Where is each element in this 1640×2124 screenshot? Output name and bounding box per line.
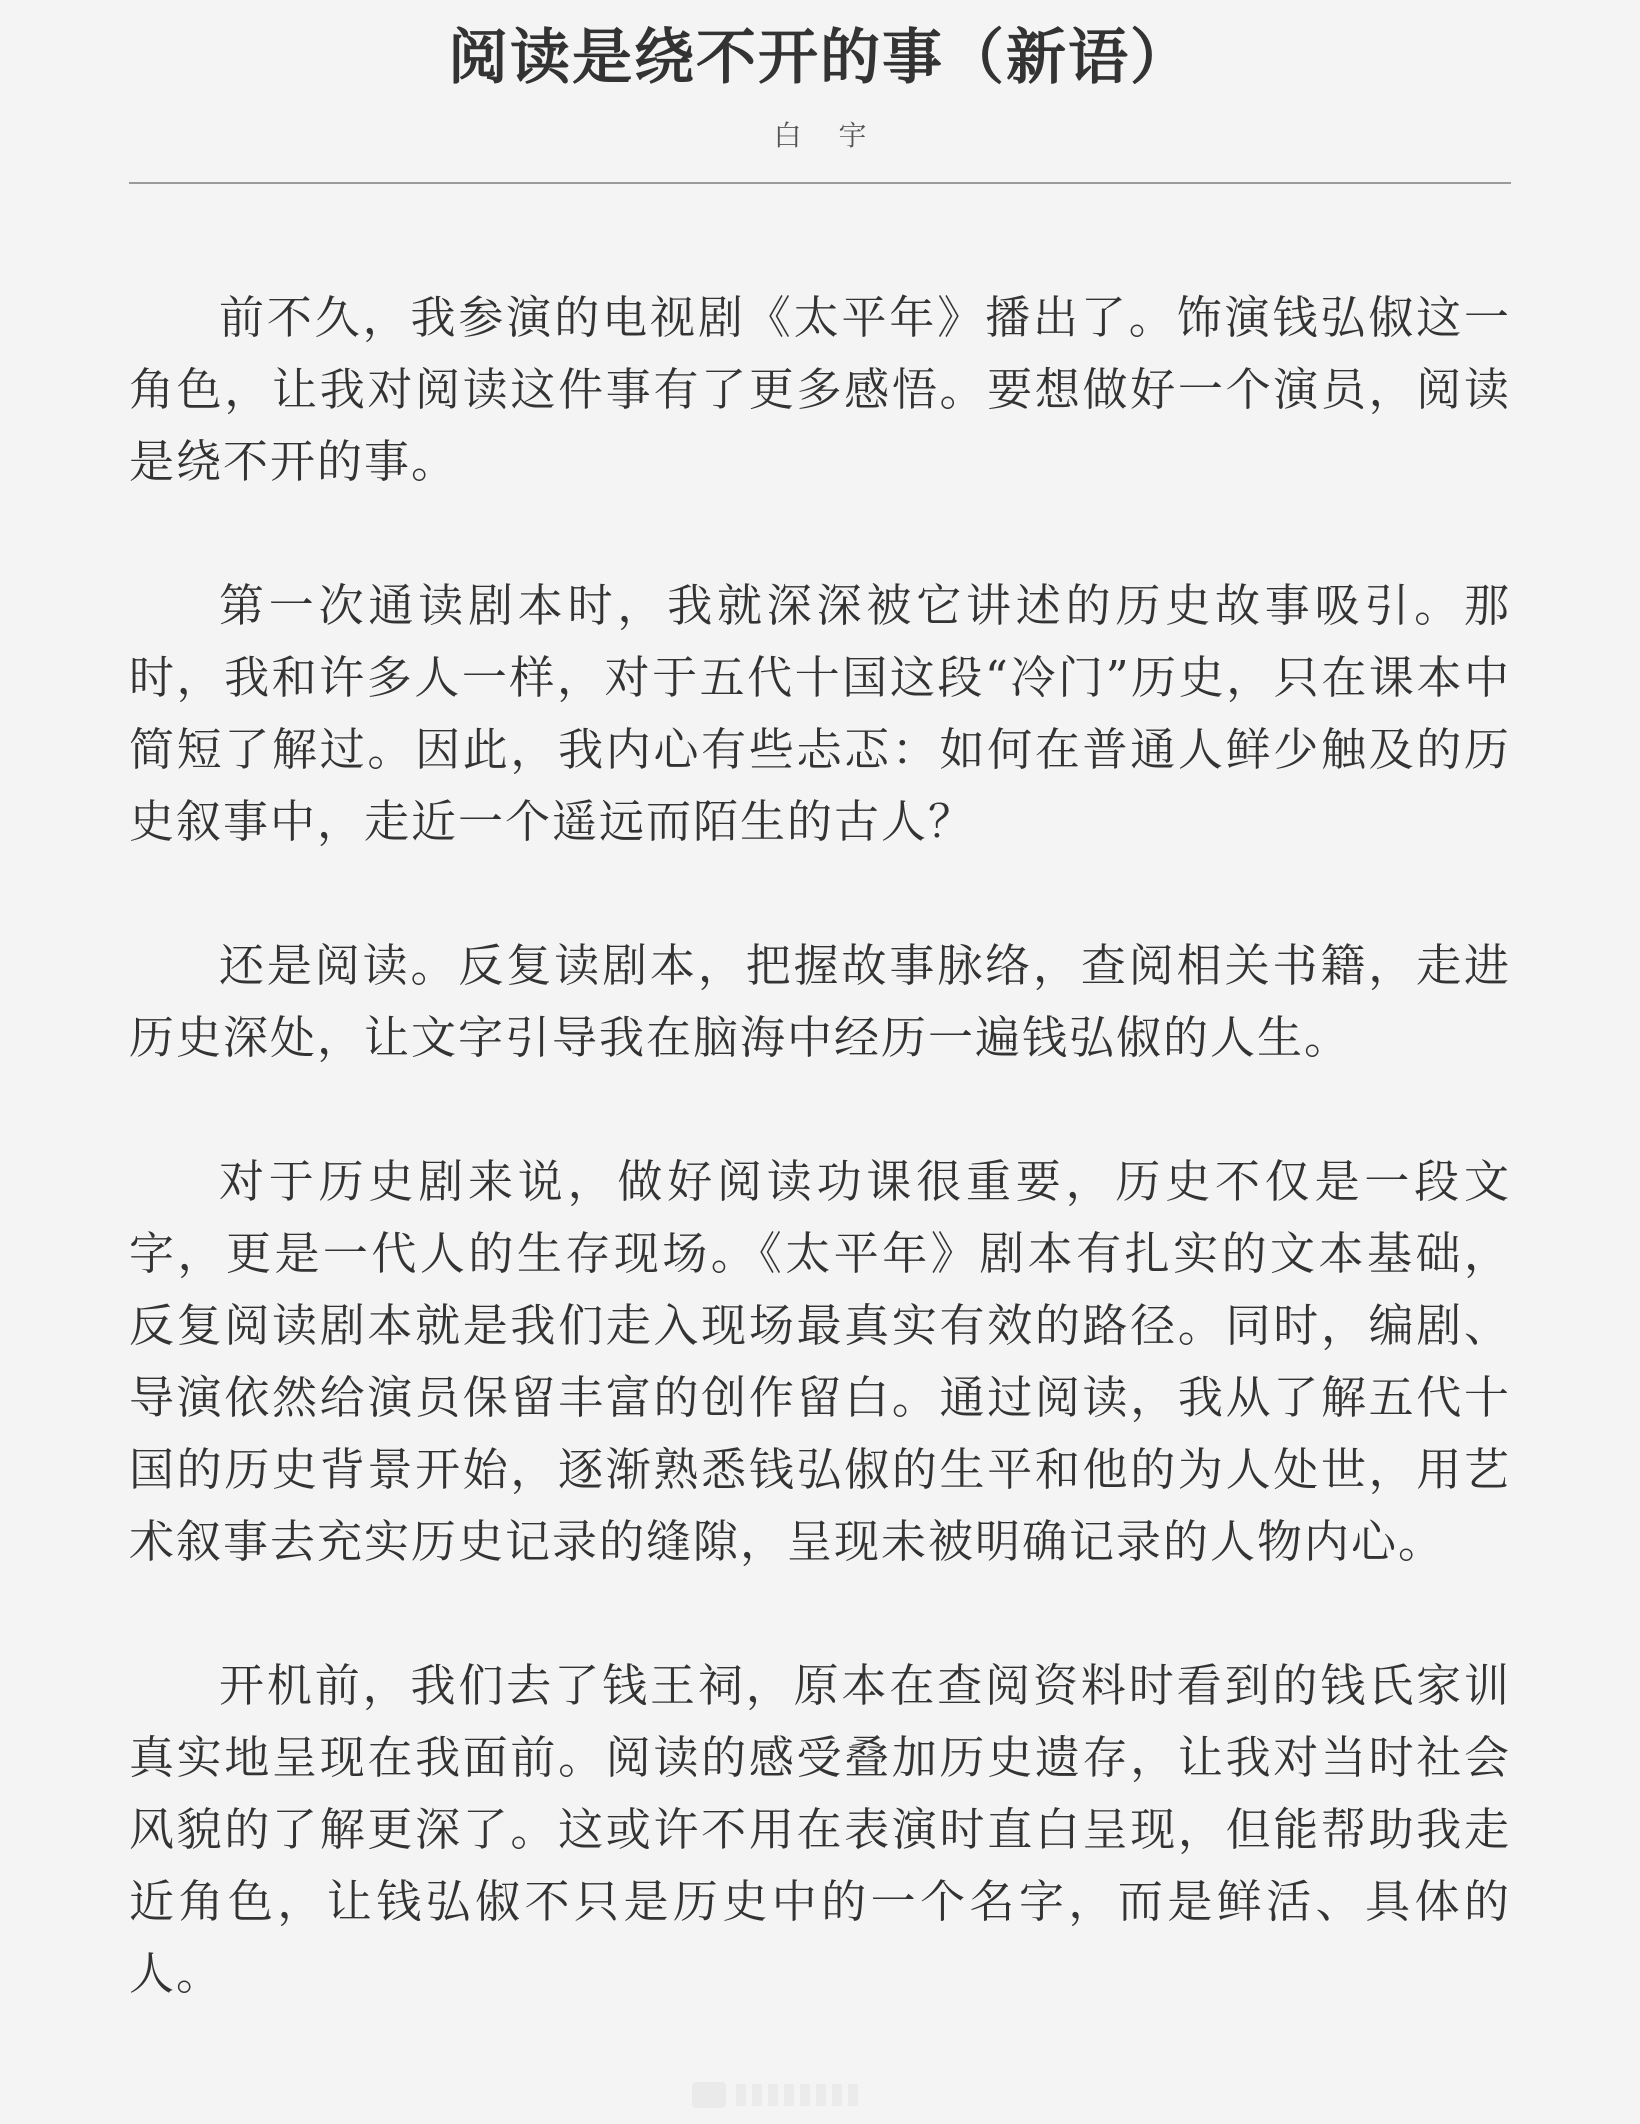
- paragraph-4: 对于历史剧来说，做好阅读功课很重要，历史不仅是一段文字，更是一代人的生存现场。《太平年》剧本有扎实的文本基础，反复阅读剧本就是我们走入现场最真实有效的路径。同时，编剧、导演依然给演员保留丰富的创作留白。通过阅读，我从了解五代十国的历史背景开始，逐渐熟悉钱弘俶的生平和他的为人处世，用艺术叙事去充实历史记录的缝隙，呈现未被明确记录的人物内心。: [129, 1155, 1511, 1568]
- paragraph-5: 开机前，我们去了钱王祠，原本在查阅资料时看到的钱氏家训真实地呈现在我面前。阅读的感受叠加历史遗存，让我对当时社会风貌的了解更深了。这或许不用在表演时直白呈现，但能帮助我走近角色，让钱弘俶不只是历史中的一个名字，而是鲜活、具体的人。: [129, 1659, 1511, 2000]
- article-author: 白 宇: [773, 119, 881, 152]
- paragraph-1: 前不久，我参演的电视剧《太平年》播出了。饰演钱弘俶这一角色，让我对阅读这件事有了更多感悟。要想做好一个演员，阅读是绕不开的事。: [129, 291, 1511, 488]
- title-divider: [129, 182, 1511, 184]
- article: [129, 0, 1511, 2082]
- article-title: 阅读是绕不开的事（新语）: [448, 23, 1192, 93]
- paragraph-3: 还是阅读。反复读剧本，把握故事脉络，查阅相关书籍，走进历史深处，让文字引导我在脑海中经历一遍钱弘俶的人生。: [129, 939, 1511, 1064]
- article-body: [129, 282, 1511, 2010]
- paragraph-2: 第一次通读剧本时，我就深深被它讲述的历史故事吸引。那时，我和许多人一样，对于五代十国这段“冷门”历史，只在课本中简短了解过。因此，我内心有些忐忑：如何在普通人鲜少触及的历史叙事中，走近一个遥远而陌生的古人？: [129, 579, 1511, 848]
- watermark-logo: [690, 2074, 970, 2114]
